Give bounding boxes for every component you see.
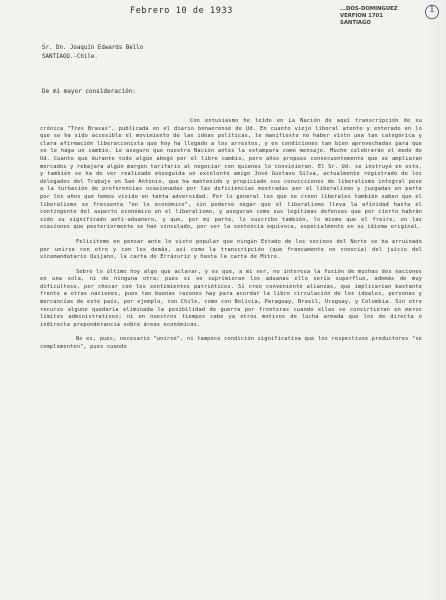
body-paragraph: No es, pues, necesario "unirse", ni tampoco condición significativa que los respectivos productores "se complementen", pues cuando [40, 336, 422, 351]
body-paragraph: Sobre lo último hoy algo que aclarar, y es que, a mi ver, no interesa la fusión de muchas dos naciones en una sola, ni de ninguna otra; pues si se suprimieran los aduanas ello sería superfluo, además de muy dificultoso, por chocar con los sentimientos patrióticos. Sí creo conveniente alianzas, que implicarían bastante frente a otras naciones, pues tan buenas razones hay para acordar la libre circulación de los ideales, personas y mercancías de este país, por ejemplo, con Chile, como con Bolivia, Paraguay, Brasil, Uruguay, y Colombia. Sin otro recurso alguno quedaría eliminada la posibilidad de guerra por fronteras cuando ellas se convirtieran en meros límites administrativos; ni en nuestros tiempos cabe ya otros motivos de lucha armada que los de directa o indirecta preponderancia sobre áreas económicas. [40, 268, 422, 328]
letter-body [40, 118, 422, 359]
recipient-block [42, 44, 143, 62]
letterhead-line: ...DOS-DOMINGUEZ [340, 6, 398, 12]
folio-mark [424, 4, 440, 20]
recipient-name: Sr. Dn. Joaquín Edwards Bello [42, 45, 144, 51]
salutation: De mi mayor consideración: [42, 88, 136, 95]
letter-date: Febrero 10 de 1933 [130, 6, 233, 16]
body-paragraph: Con entusiasmo he leído en La Nación de aquí transcripción de su crónica "Tres Brasas", publicada en el diario bonaerense de Ud. En cuanto viejo liberal atento y enterado en lo que se ha sido accesible el movimiento de las ideas políticas, le manifiesto no haber visto una tan categórica y clara afirmación liberacionista que hoy ha llegado a los arrestos, y en condiciones tan bien aprovechadas para que se le haga un cambio. Le aseguro que nuestra Nación antes la estampara como mensaje. Mucho celebrarán el modo de Ud. Cuanto que durante todo algún abogó por el libre cambio, pero años propuso consecuentemente que se ampliaran mercados y rebajara algún margen tarifario al negociar con quienes lo convinieran. El Sr. Ud. se instruyó en esto, y también se ha de ver realizado enseguida un excelente amigo José Gustavo Silva, actualmente registrado de los delegados del Trabajo en San Antonio, que ha mantenido y propiciado sus convicciones de liberalismo integral pese a la turbación de preferencias ocasionadas por las deficiencias mostradas por el liberalismo y juzgadas en parte por los años que hemos vivido en tanta adversidad. Por lo general los que se creen liberales también saben que el liberalismo se frecuenta "en lo económico", sin poderse negar que el liberalismo lleva la afinidad hasta el contingente del aspecto económico en el liberalismo, y aseguran como sus legítimas defensas que por cierto habrán sido su significado anti-aduanero, y que, por mi parte, lo suscribo también, lo mismo que el freire, en las ocasiones que posteriormente se han vinculado, por ver la sentencia equívoca, especialmente en su idioma original. [40, 118, 422, 231]
folio-number: 1 [429, 5, 435, 15]
recipient-city: SANTIAGO.-Chile. [42, 54, 98, 60]
letterhead [340, 6, 412, 26]
letterhead-line: SANTIAGO [340, 19, 371, 26]
page-edge-shadow [424, 0, 446, 600]
letterhead-line: VERFION 1701 [340, 12, 383, 19]
body-paragraph: Felicítome en pensar ante lo visto popular que ningún Estado de los vecinos del Norte se ha arruinado por unirse con otro y con los demás, así como la transcripción (que francamente no conocía) del juicio del vicemandatario Quijano, la carta de Errázuriz y hasta la carta de Mitre. [40, 238, 422, 261]
